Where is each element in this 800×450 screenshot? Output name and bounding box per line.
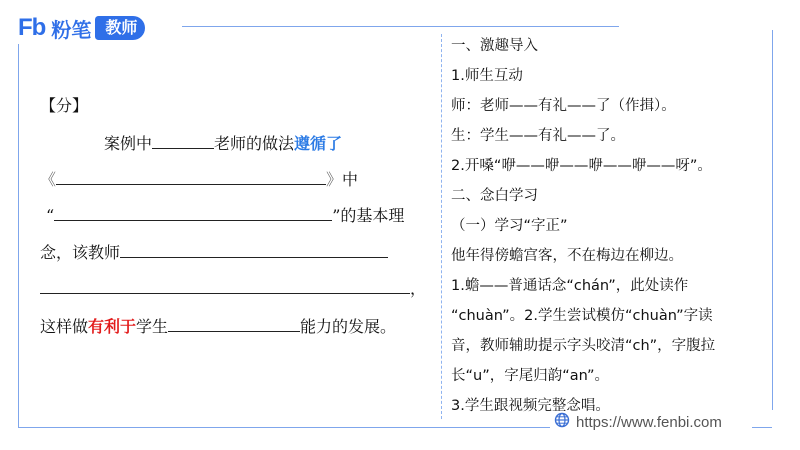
blank-ability xyxy=(168,315,300,332)
step-line: 3.学生跟视频完整念唱。 xyxy=(451,398,610,414)
analysis-line-1 xyxy=(104,131,342,154)
frame-top-border xyxy=(182,26,619,27)
step-line: （一）学习“字正” xyxy=(451,218,568,234)
line1-text-b: 老师的做法 xyxy=(214,134,295,153)
step-line: 音，教师辅助提示字头咬清“ch”，字腹拉 xyxy=(451,338,716,354)
step-line: 他年得傍蟾宫客，不在梅边在柳边。 xyxy=(451,248,683,264)
step-line: “chuàn”。2.学生尝试模仿“chuàn”字读 xyxy=(451,308,713,324)
step-line: 师：老师——有礼——了（作揖）。 xyxy=(451,98,676,114)
frame-left-border xyxy=(18,44,19,427)
line6-text-c: 学生 xyxy=(136,317,169,336)
step-line: 二、念白学习 xyxy=(451,188,538,204)
line4-text: 念，该教师 xyxy=(40,243,121,262)
line6-text-a: 这样做 xyxy=(40,317,89,336)
blank-concept xyxy=(54,204,332,221)
highlight-followed: 遵循了 xyxy=(294,134,343,153)
close-book-mark: 》 xyxy=(326,170,343,189)
highlight-beneficial: 有利于 xyxy=(88,317,137,336)
analysis-line-4 xyxy=(40,240,388,263)
logo-badge: 教师 xyxy=(95,16,145,40)
line3-end: 的基本理 xyxy=(340,206,405,225)
frame-right-border xyxy=(772,30,773,410)
line5-end: ， xyxy=(410,279,427,298)
blank-teacher-action-1 xyxy=(120,241,388,258)
open-quote: “ xyxy=(46,206,55,225)
analysis-line-3 xyxy=(46,203,404,226)
close-quote: ” xyxy=(332,206,341,225)
footer-url[interactable] xyxy=(554,412,722,432)
open-book-mark: 《 xyxy=(40,170,57,189)
blank-teacher-name xyxy=(152,132,214,149)
logo-mark: Fb xyxy=(18,14,46,41)
line6-text-d: 能力的发展。 xyxy=(300,317,397,336)
frame-bottom-border-right xyxy=(752,427,772,428)
step-line: 2.开嗓“咿——咿——咿——咿——呀”。 xyxy=(451,158,712,174)
analysis-line-5 xyxy=(40,276,426,299)
analysis-heading: 【分】 xyxy=(40,96,89,115)
frame-bottom-border xyxy=(18,427,550,428)
analysis-line-2 xyxy=(40,167,358,190)
blank-document-title xyxy=(56,168,326,185)
logo-name: 粉笔 xyxy=(51,17,92,42)
analysis-line-6 xyxy=(40,314,396,337)
step-line: 一、激趣导入 xyxy=(451,38,538,54)
globe-icon xyxy=(554,412,570,432)
column-divider xyxy=(441,34,442,419)
fenbi-logo xyxy=(18,14,145,42)
footer-url-text[interactable]: https://www.fenbi.com xyxy=(576,413,722,431)
line2-end: 中 xyxy=(342,170,359,189)
blank-teacher-action-2 xyxy=(40,277,410,294)
step-line: 1.师生互动 xyxy=(451,68,523,84)
line1-text-a: 案例中 xyxy=(104,134,153,153)
step-line: 生：学生——有礼——了。 xyxy=(451,128,625,144)
step-line: 长“u”，字尾归韵“an”。 xyxy=(451,368,610,384)
step-line: 1.蟾——普通话念“chán”，此处读作 xyxy=(451,278,689,294)
